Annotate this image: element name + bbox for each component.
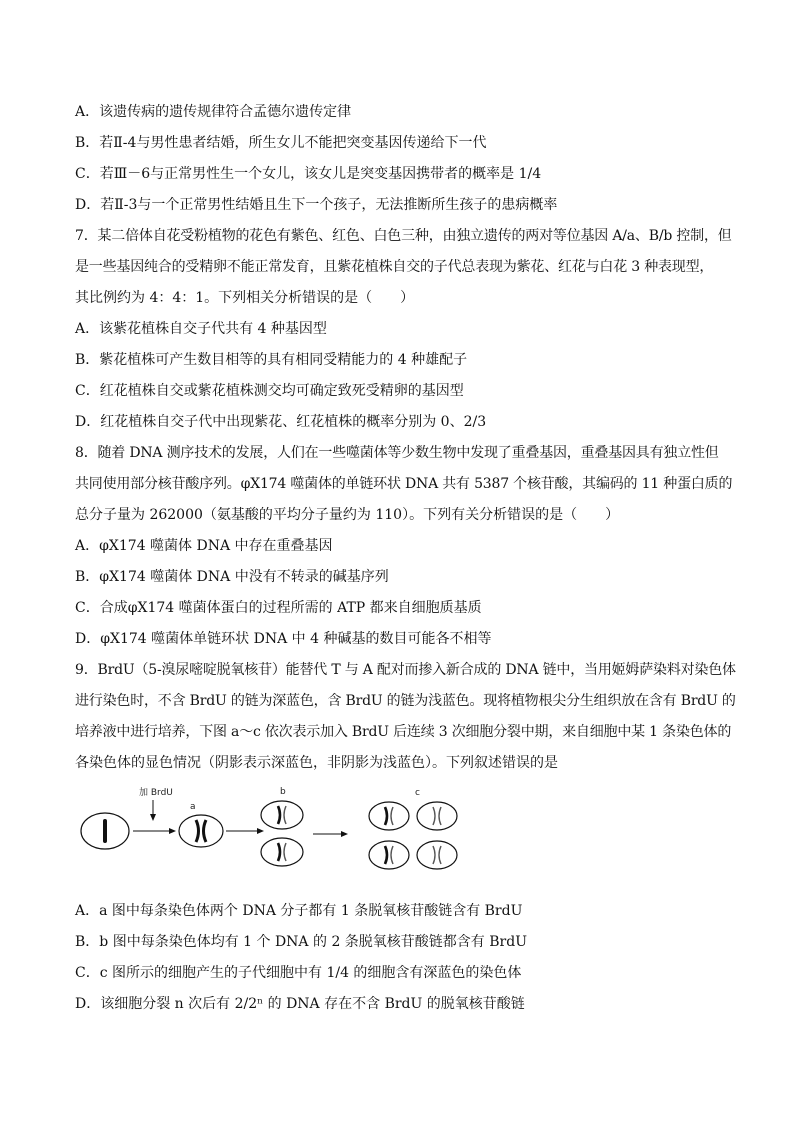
- q9-stem-line-1: 9．BrdU（5-溴尿嘧啶脱氧核苷）能替代 T 与 A 配对而掺入新合成的 DNA 链中，当用姬姆萨染料对染色体: [75, 662, 736, 678]
- q6-option-a: A．该遗传病的遗传规律符合孟德尔遗传定律: [75, 104, 352, 120]
- q7-stem-line-1: 7．某二倍体自花受粉植物的花色有紫色、红色、白色三种，由独立遗传的两对等位基因 A/a、B/b 控制，但: [75, 228, 732, 244]
- cell-b-1-chromosome: [278, 806, 286, 824]
- q8-stem-line-3: 总分子量为 262000（氨基酸的平均分子量约为 110）。下列有关分析错误的是（ ）: [75, 507, 620, 523]
- cell-c-2-chromosome: [433, 807, 441, 825]
- arrow-3-head: [341, 831, 348, 837]
- label-b: b: [280, 787, 286, 797]
- q9-option-d: D．该细胞分裂 n 次后有 2/2ⁿ 的 DNA 存在不含 BrdU 的脱氧核苷酸链: [75, 996, 525, 1012]
- q9-option-c: C．c 图所示的细胞产生的子代细胞中有 1/4 的细胞含有深蓝色的染色体: [75, 965, 522, 981]
- label-c: c: [415, 788, 420, 798]
- q8-option-d: D．φX174 噬菌体单链环状 DNA 中 4 种碱基的数目可能各不相等: [75, 631, 492, 647]
- cell-a-chromosome: [196, 820, 206, 842]
- label-a: a: [190, 802, 196, 812]
- arrow-2-head: [257, 828, 264, 834]
- q7-option-a: A．该紫花植株自交子代共有 4 种基因型: [75, 321, 327, 337]
- cell-c-4: [417, 841, 457, 869]
- brdu-division-figure: [75, 779, 725, 896]
- q8-option-c: C．合成φX174 噬菌体蛋白的过程所需的 ATP 都来自细胞质基质: [75, 600, 482, 616]
- cell-c-1-chromosome: [385, 807, 393, 825]
- q6-option-c: C．若Ⅲ－6与正常男性生一个女儿，该女儿是突变基因携带者的概率是 1/4: [75, 166, 542, 182]
- q9-stem-line-3: 培养液中进行培养，下图 a～c 依次表示加入 BrdU 后连续 3 次细胞分裂中期，来自细胞中某 1 条染色体的: [75, 724, 732, 740]
- cell-c-1: [369, 802, 409, 830]
- q6-option-b: B．若Ⅱ-4与男性患者结婚，所生女儿不能把突变基因传递给下一代: [75, 135, 487, 151]
- cell-c-4-chromosome: [433, 846, 441, 864]
- q6-option-d: D．若Ⅱ-3与一个正常男性结婚且生下一个孩子，无法推断所生孩子的患病概率: [75, 197, 558, 213]
- cell-c-3-chromosome: [385, 846, 393, 864]
- exam-page: [75, 97, 736, 1020]
- cell-b-1: [261, 801, 303, 829]
- q8-option-b: B．φX174 噬菌体 DNA 中没有不转录的碱基序列: [75, 569, 389, 585]
- q9-stem-line-2: 进行染色时，不含 BrdU 的链为深蓝色，含 BrdU 的链为浅蓝色。现将植物根尖分生组织放在含有 BrdU 的: [75, 693, 736, 709]
- q7-stem-line-3: 其比例约为 4：4：1。下列相关分析错误的是（ ）: [75, 290, 415, 306]
- q9-option-a: A．a 图中每条染色体两个 DNA 分子都有 1 条脱氧核苷酸链含有 BrdU: [75, 903, 523, 919]
- brdu-diagram: [75, 779, 495, 896]
- q7-option-d: D．红花植株自交子代中出现紫花、红花植株的概率分别为 0、2/3: [75, 414, 487, 430]
- q8-stem-line-2: 共同使用部分核苷酸序列。φX174 噬菌体的单链环状 DNA 共有 5387 个核苷酸，其编码的 11 种蛋白质的: [75, 476, 733, 492]
- q9-option-b: B．b 图中每条染色体均有 1 个 DNA 的 2 条脱氧核苷酸链都含有 BrdU: [75, 934, 527, 950]
- cell-b-2-chromosome: [278, 843, 286, 861]
- arrow-1-head: [169, 828, 176, 834]
- cell-c-3: [369, 841, 409, 869]
- cell-b-2: [261, 838, 303, 866]
- parent-chromosome: [103, 819, 107, 843]
- q8-stem-line-1: 8．随着 DNA 测序技术的发展，人们在一些噬菌体等少数生物中发现了重叠基因，重叠基因具有独立性但: [75, 445, 719, 461]
- brdu-down-arrow-head: [150, 814, 156, 821]
- q7-stem-line-2: 是一些基因纯合的受精卵不能正常发育，且紫花植株自交的子代总表现为紫花、红花与白花 3 种表现型，: [75, 259, 714, 275]
- q7-option-b: B．紫花植株可产生数目相等的具有相同受精能力的 4 种雄配子: [75, 352, 468, 368]
- cell-c-2: [417, 802, 457, 830]
- q9-stem-line-4: 各染色体的显色情况（阴影表示深蓝色，非阴影为浅蓝色）。下列叙述错误的是: [75, 755, 558, 771]
- add-brdu-label: 加 BrdU: [139, 788, 173, 798]
- q7-option-c: C．红花植株自交或紫花植株测交均可确定致死受精卵的基因型: [75, 383, 464, 399]
- cell-a: [179, 815, 223, 847]
- q8-option-a: A．φX174 噬菌体 DNA 中存在重叠基因: [75, 538, 333, 554]
